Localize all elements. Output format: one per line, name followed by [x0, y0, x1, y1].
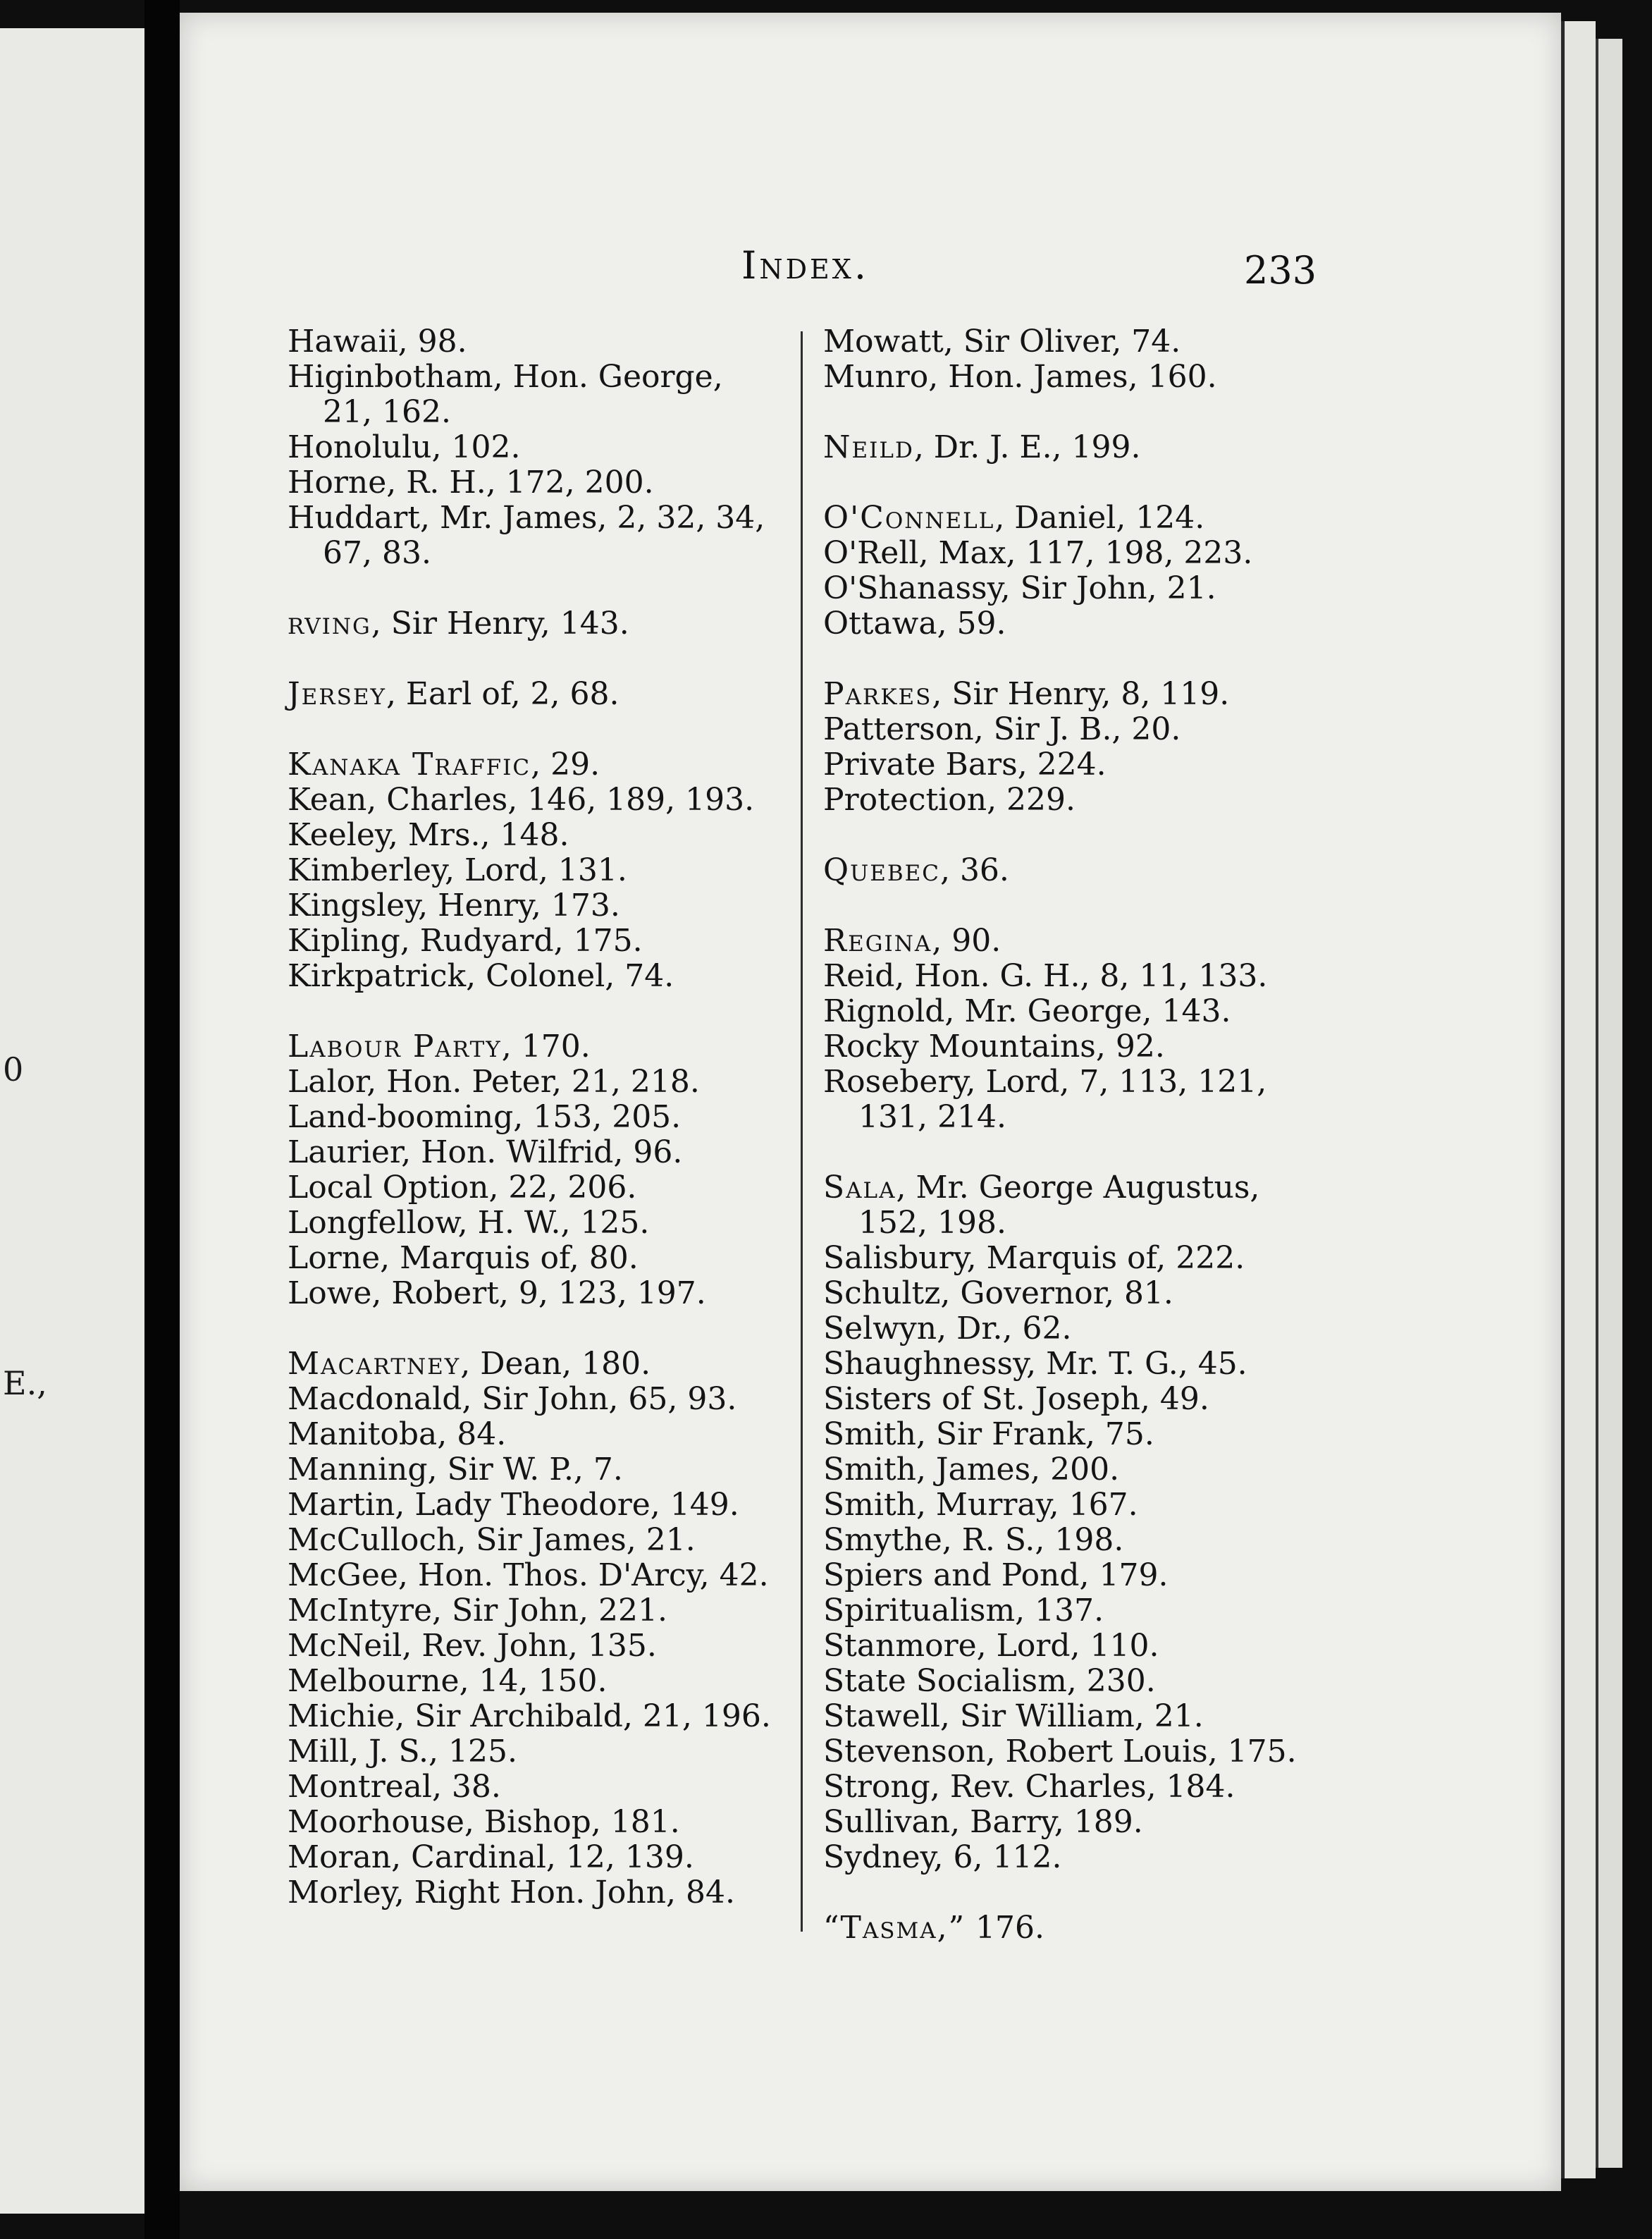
index-entry-head: Regina [823, 923, 932, 959]
index-entry-text: Lorne, Marquis of, 80. [288, 1240, 639, 1276]
index-entry-head: Parkes [823, 676, 932, 712]
index-entry [288, 465, 781, 501]
index-entry [823, 1523, 1317, 1558]
index-entry-text: Manning, Sir W. P., 7. [288, 1452, 623, 1487]
index-entry-text: Melbourne, 14, 150. [288, 1663, 608, 1699]
index-entry [823, 1276, 1317, 1311]
page-stack-edge [1561, 21, 1596, 2178]
index-entry-text: , 170. [501, 1029, 591, 1065]
index-entry-text: , Dr. J. E., 199. [913, 429, 1141, 465]
index-entry-text: Moran, Cardinal, 12, 139. [288, 1839, 694, 1875]
index-entry-text: McIntyre, Sir John, 221. [288, 1593, 667, 1628]
entry-group-gap [288, 1311, 781, 1347]
index-entry [823, 853, 1317, 888]
index-entry-text: Stanmore, Lord, 110. [823, 1628, 1159, 1664]
index-entry [823, 1664, 1317, 1699]
index-entry-text: , 90. [932, 923, 1001, 959]
index-entry-text: Martin, Lady Theodore, 149. [288, 1487, 739, 1523]
index-entry [288, 324, 781, 360]
index-entry [823, 783, 1317, 818]
index-entry [288, 959, 781, 994]
index-entry-text: Sisters of St. Joseph, 49. [823, 1381, 1209, 1417]
index-entry [823, 1628, 1317, 1664]
index-entry [823, 1347, 1317, 1382]
index-entry-head: Macartney [288, 1346, 461, 1382]
index-entry-text: Shaughnessy, Mr. T. G., 45. [823, 1346, 1247, 1382]
index-entry-head: Sala [823, 1170, 896, 1206]
index-entry [288, 501, 781, 571]
index-entry-text: Spiers and Pond, 179. [823, 1557, 1169, 1593]
index-entry [288, 1840, 781, 1875]
index-entry [823, 1734, 1317, 1769]
index-entry-text: , Sir Henry, 143. [371, 606, 629, 642]
entry-group-gap [823, 888, 1317, 924]
index-entry-text: McNeil, Rev. John, 135. [288, 1628, 657, 1664]
page-number: 233 [1244, 248, 1317, 293]
index-entry-text: State Socialism, 230. [823, 1663, 1156, 1699]
index-entry [823, 430, 1317, 465]
entry-group-gap [288, 571, 781, 606]
index-entry [823, 1910, 1317, 1946]
index-entry [823, 1769, 1317, 1805]
index-entry-text: Morley, Right Hon. John, 84. [288, 1875, 735, 1910]
index-entry-head: “Tasma,” [823, 1910, 966, 1946]
index-entry [823, 1029, 1317, 1065]
index-entry-text: , Mr. George Augustus, 152, 198. [858, 1170, 1260, 1241]
index-entry [288, 1241, 781, 1276]
index-entry-text: Stevenson, Robert Louis, 175. [823, 1734, 1297, 1769]
previous-page-fragment: 0 [3, 1050, 24, 1088]
index-entry [823, 324, 1317, 360]
index-entry [823, 501, 1317, 536]
index-entry [288, 1417, 781, 1452]
index-entry-text: Reid, Hon. G. H., 8, 11, 133. [823, 958, 1268, 994]
index-entry [288, 1699, 781, 1734]
index-entry [288, 888, 781, 924]
index-entry [288, 924, 781, 959]
index-entry-head: Kanaka Traffic [288, 747, 531, 783]
index-entry [288, 1382, 781, 1417]
page-stack-edge [1596, 39, 1622, 2168]
index-entry [823, 536, 1317, 571]
index-entry-text: , Sir Henry, 8, 119. [932, 676, 1230, 712]
index-entry [288, 1100, 781, 1135]
index-entry-text: Rocky Mountains, 92. [823, 1029, 1165, 1065]
index-entry [288, 818, 781, 853]
index-entry-text: Local Option, 22, 206. [288, 1170, 637, 1206]
index-entry-text: , 36. [939, 852, 1009, 888]
index-entry-text: Huddart, Mr. James, 2, 32, 34, 67, 83. [288, 500, 765, 571]
index-entry-text: Michie, Sir Archibald, 21, 196. [288, 1698, 771, 1734]
entry-group-gap [823, 395, 1317, 430]
index-entry [288, 1875, 781, 1910]
index-entry [288, 1734, 781, 1769]
entry-group-gap [288, 994, 781, 1029]
index-entry-text: , Earl of, 2, 68. [386, 676, 620, 712]
index-column-left [288, 324, 781, 1910]
index-entry [823, 1805, 1317, 1840]
index-entry-text: Salisbury, Marquis of, 222. [823, 1240, 1245, 1276]
index-entry-text: Protection, 229. [823, 782, 1076, 818]
index-entry-text: Horne, R. H., 172, 200. [288, 465, 654, 501]
index-entry [823, 959, 1317, 994]
index-entry-text: Sydney, 6, 112. [823, 1839, 1062, 1875]
index-entry-head: rving [288, 606, 371, 642]
index-entry [288, 1206, 781, 1241]
index-entry-text: Hawaii, 98. [288, 324, 467, 360]
index-entry [288, 783, 781, 818]
index-entry [288, 747, 781, 783]
index-entry-text: McCulloch, Sir James, 21. [288, 1522, 696, 1558]
entry-group-gap [823, 818, 1317, 853]
index-entry-text: Laurier, Hon. Wilfrid, 96. [288, 1134, 683, 1170]
index-entry-text: Macdonald, Sir John, 65, 93. [288, 1381, 737, 1417]
index-entry-head: Quebec [823, 852, 940, 888]
index-entry-text: Mowatt, Sir Oliver, 74. [823, 324, 1181, 360]
index-entry [823, 1065, 1317, 1135]
index-entry-text: Selwyn, Dr., 62. [823, 1311, 1072, 1347]
index-entry-text: Mill, J. S., 125. [288, 1734, 517, 1769]
index-entry-text: , Daniel, 124. [994, 500, 1205, 536]
index-entry [288, 360, 781, 430]
index-entry-text: 176. [966, 1910, 1045, 1946]
index-entry-head: Labour Party [288, 1029, 502, 1065]
index-entry [288, 1135, 781, 1170]
index-entry-text: Land-booming, 153, 205. [288, 1099, 682, 1135]
index-entry-text: Patterson, Sir J. B., 20. [823, 711, 1181, 747]
index-entry-text: Keeley, Mrs., 148. [288, 817, 569, 853]
index-entry [288, 430, 781, 465]
index-entry [288, 1347, 781, 1382]
index-entry [288, 606, 781, 642]
index-entry [288, 1029, 781, 1065]
index-entry-text: Smythe, R. S., 198. [823, 1522, 1124, 1558]
index-entry [823, 1241, 1317, 1276]
index-entry-text: Longfellow, H. W., 125. [288, 1205, 650, 1241]
index-entry [288, 1628, 781, 1664]
index-entry-text: Sullivan, Barry, 189. [823, 1804, 1143, 1840]
index-entry-text: Honolulu, 102. [288, 429, 521, 465]
index-entry-text: O'Shanassy, Sir John, 21. [823, 570, 1216, 606]
entry-group-gap [823, 465, 1317, 501]
index-entry [288, 1593, 781, 1628]
index-entry-text: O'Rell, Max, 117, 198, 223. [823, 535, 1253, 571]
index-entry [823, 1840, 1317, 1875]
index-entry-text: Lalor, Hon. Peter, 21, 218. [288, 1064, 700, 1100]
index-entry-text: Smith, Sir Frank, 75. [823, 1416, 1154, 1452]
index-entry [288, 1805, 781, 1840]
index-entry-head: Neild [823, 429, 914, 465]
index-entry-text: , 29. [531, 747, 600, 783]
index-entry [288, 1452, 781, 1487]
previous-page-edge [0, 28, 144, 2214]
index-entry [823, 1311, 1317, 1347]
index-entry [823, 677, 1317, 712]
index-entry [288, 1170, 781, 1206]
index-entry-text: Kipling, Rudyard, 175. [288, 923, 643, 959]
index-entry-text: Montreal, 38. [288, 1769, 501, 1805]
entry-group-gap [288, 712, 781, 747]
index-entry-text: Rosebery, Lord, 7, 113, 121, 131, 214. [823, 1064, 1267, 1135]
index-entry [288, 1065, 781, 1100]
index-entry-text: Lowe, Robert, 9, 123, 197. [288, 1275, 706, 1311]
index-entry [823, 1170, 1317, 1241]
index-entry [823, 1382, 1317, 1417]
index-entry [823, 1699, 1317, 1734]
previous-page-fragment: E., [3, 1364, 47, 1402]
index-entry [288, 1664, 781, 1699]
index-entry-text: Stawell, Sir William, 21. [823, 1698, 1204, 1734]
index-entry [823, 606, 1317, 642]
index-entry-text: Moorhouse, Bishop, 181. [288, 1804, 680, 1840]
index-entry-text: Munro, Hon. James, 160. [823, 359, 1217, 395]
entry-group-gap [823, 1135, 1317, 1170]
index-entry [288, 1523, 781, 1558]
index-entry [288, 1769, 781, 1805]
index-entry-text: Kean, Charles, 146, 189, 193. [288, 782, 755, 818]
index-entry-text: Spiritualism, 137. [823, 1593, 1104, 1628]
index-entry [288, 853, 781, 888]
index-entry-head: O'Connell [823, 500, 995, 536]
index-entry [823, 360, 1317, 395]
index-entry [823, 1558, 1317, 1593]
index-column-right [823, 324, 1317, 1946]
index-entry-text: Kimberley, Lord, 131. [288, 852, 627, 888]
index-entry-text: Kirkpatrick, Colonel, 74. [288, 958, 674, 994]
index-entry [288, 1487, 781, 1523]
index-entry-text: Smith, James, 200. [823, 1452, 1120, 1487]
index-entry-text: Strong, Rev. Charles, 184. [823, 1769, 1235, 1805]
index-entry [823, 924, 1317, 959]
index-entry [288, 1558, 781, 1593]
index-entry [823, 571, 1317, 606]
index-entry [823, 994, 1317, 1029]
column-divider [801, 331, 803, 1932]
book-binding-gutter [144, 0, 180, 2239]
index-entry [823, 1487, 1317, 1523]
entry-group-gap [288, 642, 781, 677]
index-entry-text: Smith, Murray, 167. [823, 1487, 1138, 1523]
index-entry-text: Schultz, Governor, 81. [823, 1275, 1173, 1311]
index-entry-head: Jersey [288, 676, 386, 712]
index-entry-text: Higinbotham, Hon. George, 21, 162. [288, 359, 723, 430]
index-entry [823, 1417, 1317, 1452]
index-entry-text: Rignold, Mr. George, 143. [823, 993, 1231, 1029]
entry-group-gap [823, 642, 1317, 677]
index-entry-text: Manitoba, 84. [288, 1416, 507, 1452]
index-entry [823, 747, 1317, 783]
entry-group-gap [823, 1875, 1317, 1910]
index-entry-text: Kingsley, Henry, 173. [288, 888, 620, 924]
running-header-title: Index. [741, 243, 870, 288]
index-entry [288, 677, 781, 712]
index-entry-text: McGee, Hon. Thos. D'Arcy, 42. [288, 1557, 769, 1593]
index-entry [823, 712, 1317, 747]
index-entry-text: Private Bars, 224. [823, 747, 1107, 783]
index-entry [823, 1593, 1317, 1628]
index-entry-text: , Dean, 180. [460, 1346, 651, 1382]
index-entry-text: Ottawa, 59. [823, 606, 1006, 642]
index-entry [288, 1276, 781, 1311]
index-entry [823, 1452, 1317, 1487]
